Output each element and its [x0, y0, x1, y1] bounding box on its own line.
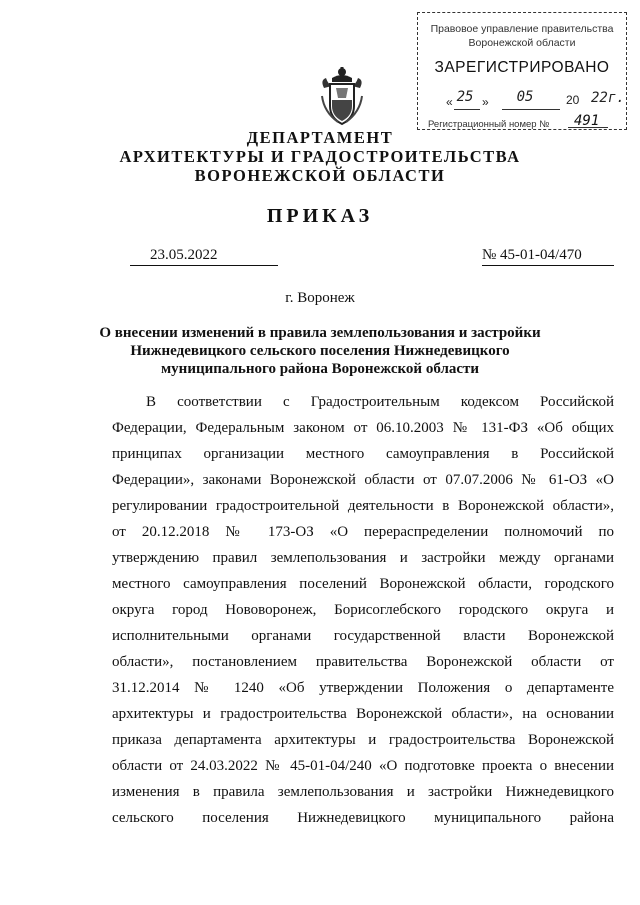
- coat-of-arms-emblem: [318, 66, 366, 126]
- stamp-reg-number: 491: [574, 113, 600, 129]
- stamp-authority-line: Правовое управление правительства: [430, 23, 614, 35]
- department-title-line-3: ВОРОНЕЖСКОЙ ОБЛАСТИ: [194, 166, 446, 185]
- registration-stamp: [417, 12, 627, 130]
- stamp-reg-number-label: Регистрационный номер №: [428, 119, 550, 130]
- body-line-16: изменения в правила землепользования и застройки Нижнедевицкого: [112, 784, 614, 800]
- order-date: 23.05.2022: [150, 247, 218, 263]
- body-line-4: Федерации», законами Воронежской области от 07.07.2006 № 61-ОЗ «О: [112, 472, 614, 488]
- body-line-12: 31.12.2014 № 1240 «Об утверждении Положения о департаменте: [112, 680, 614, 696]
- stamp-date: [446, 89, 625, 109]
- subject-line-2: Нижнедевицкого сельского поселения Нижнедевицкого: [130, 343, 510, 359]
- subject-line-1: О внесении изменений в правила землепользования и застройки: [99, 325, 541, 341]
- subject-line-3: муниципального района Воронежской области: [160, 361, 480, 377]
- body-line-14: приказа департамента архитектуры и градостроительства Воронежской: [112, 732, 614, 748]
- stamp-date-open-quote: «: [446, 95, 453, 109]
- document-type-title: ПРИКАЗ: [266, 205, 374, 227]
- order-number: № 45-01-04/470: [482, 247, 582, 263]
- body-line-1: В соответствии с Градостроительным кодексом Российской: [146, 394, 614, 410]
- body-line-7: утверждению правил землепользования и застройки между органами: [112, 550, 614, 566]
- department-title-line-1: ДЕПАРТАМЕНТ: [246, 128, 394, 147]
- stamp-month: 05: [516, 89, 534, 105]
- body-line-8: местного самоуправления поселений Воронежской области, городского: [112, 576, 614, 592]
- order-date-underline: [130, 265, 278, 266]
- stamp-day-underline: [454, 109, 480, 110]
- stamp-day: 25: [456, 89, 474, 105]
- body-line-11: области», постановлением правительства Воронежской области от: [112, 654, 614, 670]
- stamp-month-underline: [502, 109, 560, 110]
- body-line-15: области от 24.03.2022 № 45-01-04/240 «О подготовке проекта о внесении: [112, 758, 614, 774]
- body-line-17: сельского поселения Нижнедевицкого муниципального района: [112, 810, 614, 826]
- department-title-line-2: АРХИТЕКТУРЫ И ГРАДОСТРОИТЕЛЬСТВА: [119, 147, 521, 166]
- stamp-region-line: Воронежской области: [468, 37, 576, 49]
- body-line-2: Федерации, Федеральным законом от 06.10.2003 № 131-ФЗ «Об общих: [112, 420, 614, 436]
- body-line-9: округа город Нововоронеж, Борисоглебского городского округа и: [112, 602, 614, 618]
- stamp-year-suffix: 22г.: [591, 90, 625, 106]
- body-line-10: исполнительными органами государственной власти Воронежской: [112, 628, 614, 644]
- body-line-3: принципах организации местного самоуправления в Российской: [112, 446, 614, 462]
- stamp-date-close-quote: »: [482, 95, 489, 109]
- order-number-underline: [482, 265, 614, 266]
- body-line-5: регулировании градостроительной деятельности в Воронежской области»,: [112, 498, 614, 514]
- body-line-6: от 20.12.2018 № 173-ОЗ «О перераспределении полномочий по: [112, 524, 614, 540]
- body-line-13: архитектуры и градостроительства Воронежской области», на основании: [112, 706, 614, 722]
- order-city: г. Воронеж: [285, 290, 355, 306]
- stamp-registered-label: ЗАРЕГИСТРИРОВАНО: [434, 59, 610, 76]
- stamp-year-prefix: 20: [566, 93, 580, 107]
